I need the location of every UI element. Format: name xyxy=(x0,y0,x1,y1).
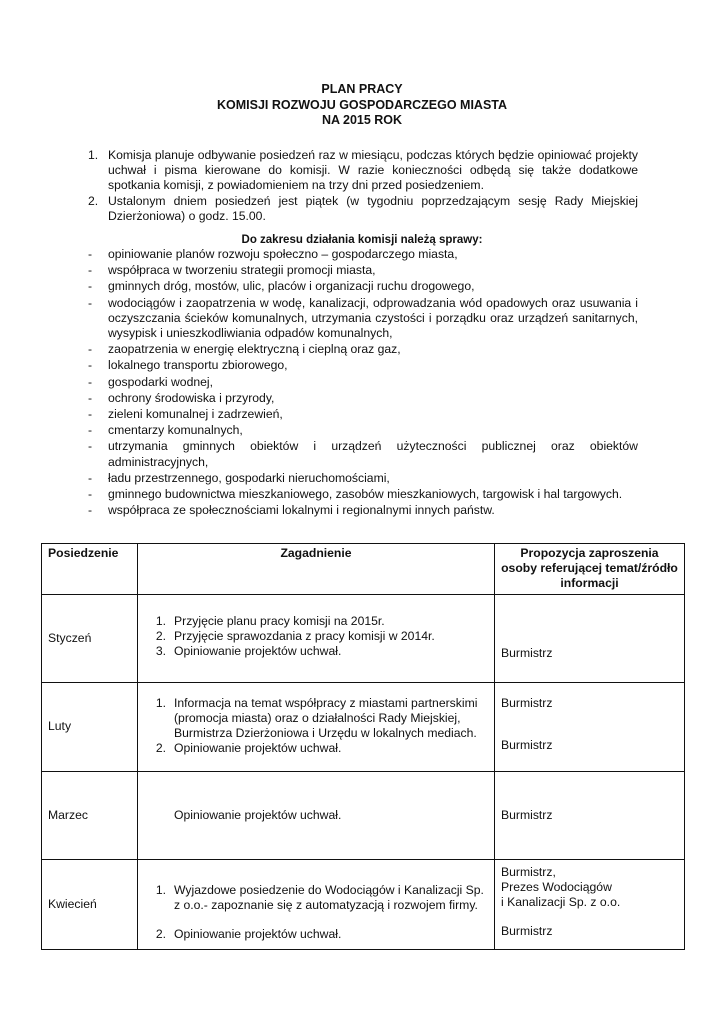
topic-text: Informacja na temat współpracy z miastami partnerskimi (promocja miasta) oraz o działalności Rady Miejskiej, Burmistrza Dzierżoniowa i Urzędu w lokalnych mediach. xyxy=(174,695,478,741)
scope-text: gminnych dróg, mostów, ulic, placów i organizacji ruchu drogowego, xyxy=(108,279,475,294)
dash: - xyxy=(88,487,93,502)
topic-item xyxy=(144,614,488,629)
dash: - xyxy=(88,279,93,294)
speaker: i Kanalizacji Sp. z o.o. xyxy=(501,895,621,910)
scope-item xyxy=(88,296,638,342)
speaker-cell xyxy=(495,859,685,949)
scope-text: opiniowanie planów rozwoju społeczno – gospodarczego miasta, xyxy=(108,247,458,261)
topic-num: 1. xyxy=(155,882,166,897)
month-cell: Kwiecień xyxy=(42,859,138,949)
month-cell: Marzec xyxy=(42,771,138,859)
document-title xyxy=(0,82,724,129)
speaker: Burmistrz xyxy=(501,737,553,752)
topic-item xyxy=(144,629,488,644)
dash: - xyxy=(88,407,93,422)
scope-list xyxy=(88,247,638,519)
dash: - xyxy=(88,503,93,518)
topic-num: 1. xyxy=(155,695,166,710)
speaker: Burmistrz xyxy=(501,924,553,939)
title-line-2: KOMISJI ROZWOJU GOSPODARCZEGO MIASTA xyxy=(216,97,508,112)
dash: - xyxy=(88,374,93,389)
dash: - xyxy=(88,439,93,454)
topic-num: 2. xyxy=(155,927,166,942)
scope-item xyxy=(88,247,638,262)
dash: - xyxy=(88,263,93,278)
dash: - xyxy=(88,342,93,357)
topic-list xyxy=(144,614,488,660)
scope-item xyxy=(88,375,638,390)
scope-text: ochrony środowiska i przyrody, xyxy=(108,390,275,405)
title-line-3: NA 2015 ROK xyxy=(321,113,403,127)
scope-text: gminnego budownictwa mieszkaniowego, zasobów mieszkaniowych, targowisk i hal targowych. xyxy=(108,487,623,502)
topic-num: 3. xyxy=(155,644,166,659)
topic-item xyxy=(144,644,488,659)
table-row xyxy=(42,594,685,682)
topic-item xyxy=(144,883,488,913)
scope-text: utrzymania gminnych obiektów i urządzeń użyteczności publicznej oraz obiektów administracyjnych, xyxy=(108,439,638,469)
speaker: Burmistrz xyxy=(501,807,553,822)
topic-num: 2. xyxy=(155,628,166,643)
table-header-row xyxy=(42,544,685,595)
scope-item xyxy=(88,487,638,502)
header-zagadnienie: Zagadnienie xyxy=(138,544,495,595)
topic-text: Opiniowanie projektów uchwał. xyxy=(174,644,342,659)
topic-cell xyxy=(138,594,495,682)
topic-item xyxy=(144,696,488,742)
scope-item xyxy=(88,358,638,373)
topic-item xyxy=(144,741,488,756)
topic-cell xyxy=(138,682,495,771)
speaker-cell xyxy=(495,771,685,859)
schedule-table xyxy=(41,543,685,950)
scope-text: cmentarzy komunalnych, xyxy=(108,423,243,438)
item-number: 1. xyxy=(88,148,99,162)
scope-text: zieleni komunalnej i zadrzewień, xyxy=(108,407,283,422)
month-cell: Luty xyxy=(42,682,138,771)
speaker-cell xyxy=(495,682,685,771)
item-number: 2. xyxy=(88,193,99,208)
topic-cell xyxy=(138,771,495,859)
speaker: Burmistrz, xyxy=(501,864,556,879)
dash: - xyxy=(88,470,93,485)
scope-text: wodociągów i zaopatrzenia w wodę, kanalizacji, odprowadzania wód opadowych oraz usuwania i oczyszczania ścieków komunalnych, utrzymania czystości i porządku oraz urządzeń sanitarnych, wysypisk i unieszkodliwiania odpadów komunalnych, xyxy=(108,295,638,341)
topic-text: Opiniowanie projektów uchwał. xyxy=(174,741,342,756)
dash: - xyxy=(88,423,93,438)
speaker: Burmistrz xyxy=(501,695,553,710)
scope-item xyxy=(88,342,638,357)
scope-text: ładu przestrzennego, gospodarki nieruchomościami, xyxy=(108,470,390,485)
month-cell: Styczeń xyxy=(42,594,138,682)
topic-text: Opiniowanie projektów uchwał. xyxy=(174,807,342,822)
scope-item xyxy=(88,439,638,469)
dash: - xyxy=(88,247,93,261)
topic-cell xyxy=(138,859,495,949)
scope-text: zaopatrzenia w energię elektryczną i cieplną oraz gaz, xyxy=(108,342,401,357)
topic-text: Przyjęcie planu pracy komisji na 2015r. xyxy=(174,613,385,628)
speaker: Burmistrz xyxy=(501,645,553,660)
scope-item xyxy=(88,471,638,486)
numbered-list xyxy=(88,148,638,224)
item-text: Ustalonym dniem posiedzeń jest piątek (w tygodniu poprzedzającym sesję Rady Miejskiej Dzierżoniowa) o godz. 15.00. xyxy=(108,193,638,223)
table-row xyxy=(42,771,685,859)
scope-item xyxy=(88,407,638,422)
scope-item xyxy=(88,503,638,518)
topic-num: 1. xyxy=(155,613,166,628)
dash: - xyxy=(88,358,93,373)
topic-text: Przyjęcie sprawozdania z pracy komisji w 2014r. xyxy=(174,628,435,643)
scope-item xyxy=(88,263,638,278)
topic-item xyxy=(144,927,488,942)
dash: - xyxy=(88,295,93,310)
topic-list xyxy=(144,696,488,757)
topic-text: Wyjazdowe posiedzenie do Wodociągów i Kanalizacji Sp. z o.o.- zapoznanie się z automatyzacją i rozwojem firmy. xyxy=(174,882,484,912)
scope-item xyxy=(88,423,638,438)
speaker: Prezes Wodociągów xyxy=(501,879,612,894)
title-line-1: PLAN PRACY xyxy=(321,82,403,96)
scope-text: współpraca w tworzeniu strategii promocji miasta, xyxy=(108,263,376,278)
dash: - xyxy=(88,390,93,405)
scope-item xyxy=(88,279,638,294)
topic-text: Opiniowanie projektów uchwał. xyxy=(174,927,342,942)
scope-text: gospodarki wodnej, xyxy=(108,374,214,389)
table-row xyxy=(42,859,685,949)
item-text: Komisja planuje odbywanie posiedzeń raz w miesiącu, podczas których będzie opiniować projekty uchwał i pisma kierowane do komisji. W razie konieczności odbędą się także dodatkowe spotkania komisji, z powiadomieniem na trzy dni przed posiedzeniem. xyxy=(108,148,638,193)
header-propozycja: Propozycja zaproszenia osoby referującej temat/źródło informacji xyxy=(495,544,685,595)
scope-text: współpraca ze społecznościami lokalnymi i regionalnymi innych państw. xyxy=(108,503,495,518)
numbered-item xyxy=(88,148,638,194)
scope-heading: Do zakresu działania komisji należą sprawy: xyxy=(241,234,483,246)
scope-text: lokalnego transportu zbiorowego, xyxy=(108,358,288,373)
topic-num: 2. xyxy=(155,741,166,756)
speaker-cell xyxy=(495,594,685,682)
numbered-item xyxy=(88,194,638,224)
topic-list xyxy=(144,883,488,943)
table-row xyxy=(42,682,685,771)
scope-item xyxy=(88,391,638,406)
header-posiedzenie: Posiedzenie xyxy=(42,544,138,595)
